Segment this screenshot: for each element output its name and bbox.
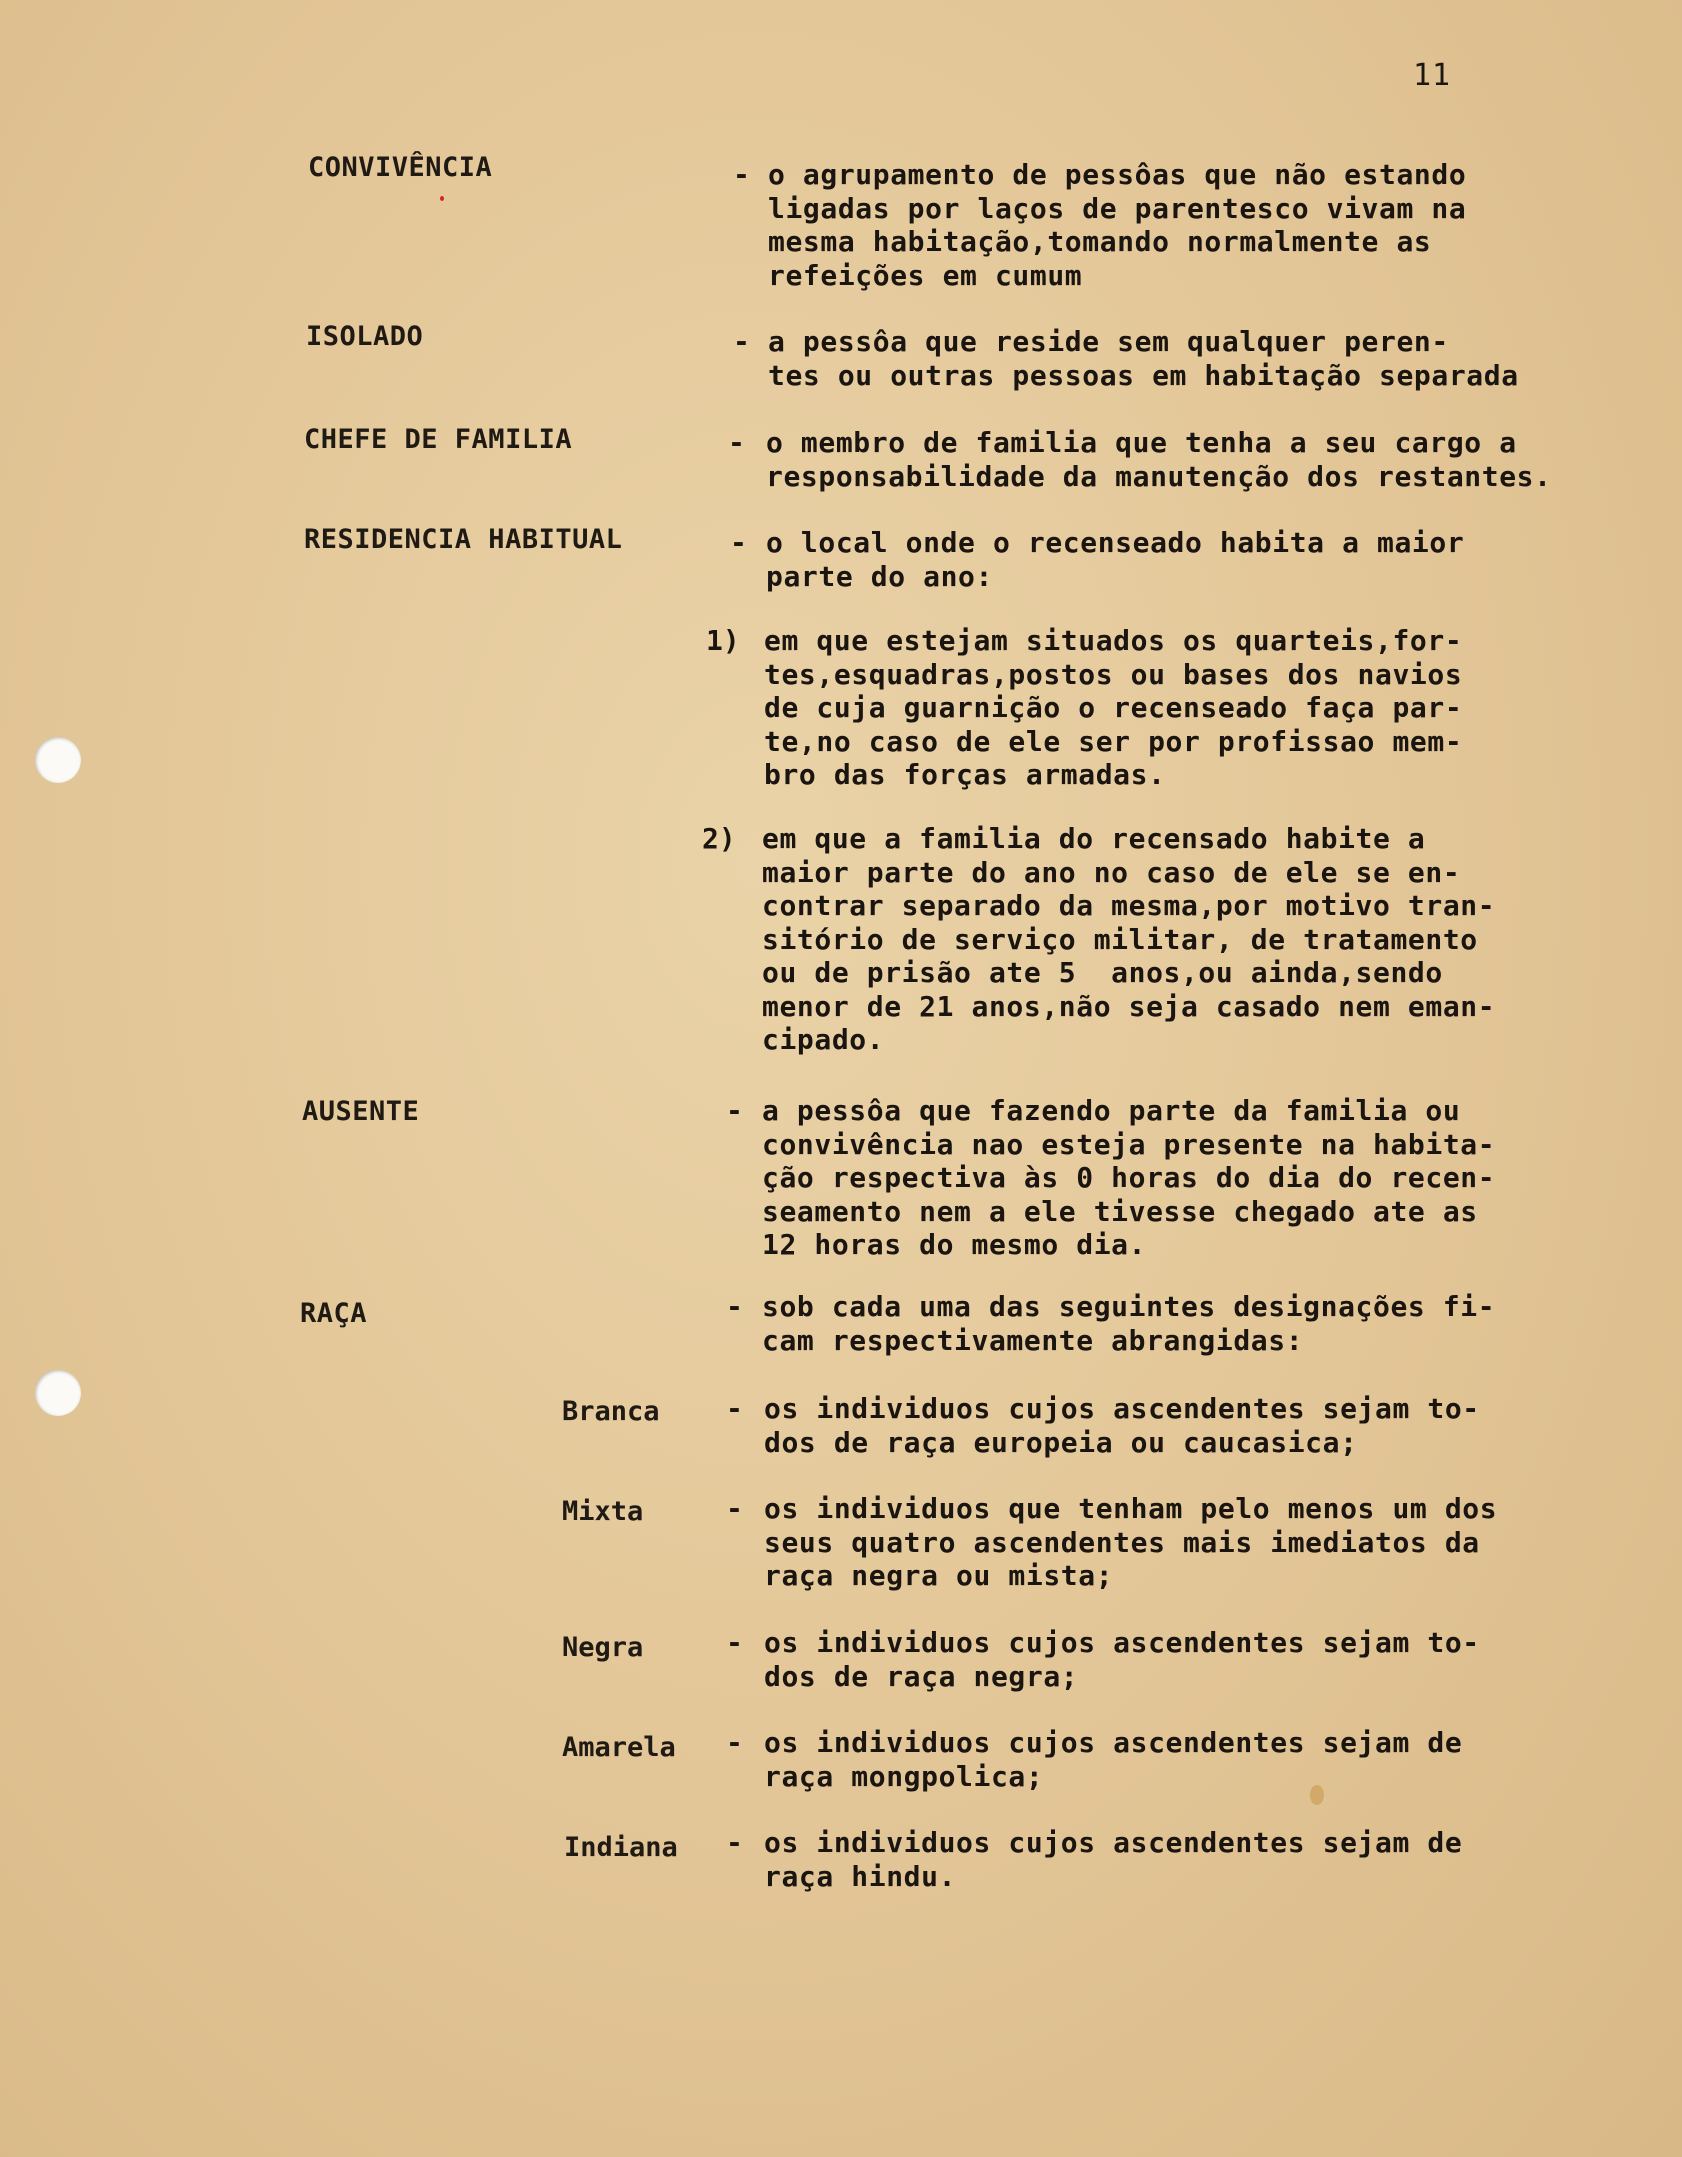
definition-chefe-de-familia: o membro de familia que tenha a seu cargo a responsabilidade da manutenção dos restantes. bbox=[766, 426, 1552, 493]
race-definition-indiana: os individuos cujos ascendentes sejam de raça hindu. bbox=[764, 1826, 1463, 1893]
entry-dash: - bbox=[726, 1290, 743, 1323]
entry-dash: - bbox=[728, 426, 745, 459]
term-ausente: AUSENTE bbox=[302, 1096, 420, 1127]
term-residencia-habitual: RESIDENCIA HABITUAL bbox=[304, 524, 623, 555]
entry-dash: - bbox=[726, 1826, 743, 1859]
definition-residencia-habitual: o local onde o recenseado habita a maior parte do ano: bbox=[766, 526, 1465, 593]
race-label-indiana: Indiana bbox=[564, 1832, 678, 1863]
term-isolado: ISOLADO bbox=[306, 321, 424, 352]
race-label-branca: Branca bbox=[562, 1396, 660, 1427]
race-label-amarela: Amarela bbox=[562, 1732, 676, 1763]
race-definition-branca: os individuos cujos ascendentes sejam to- dos de raça europeia ou caucasica; bbox=[764, 1392, 1480, 1459]
entry-dash: - bbox=[726, 1626, 743, 1659]
residence-item-2-text: em que a familia do recensado habite a maior parte do ano no caso de ele se en- contrar separado da mesma,por motivo tran- sitório de serviço militar, de tratamento ou de prisão ate 5 anos,ou ainda,sendo menor de 21 anos,não seja casado nem eman- cipado. bbox=[762, 822, 1496, 1056]
term-chefe-de-familia: CHEFE DE FAMILIA bbox=[304, 424, 573, 455]
definition-isolado: a pessôa que reside sem qualquer peren- tes ou outras pessoas em habitação separada bbox=[768, 325, 1519, 392]
race-definition-amarela: os individuos cujos ascendentes sejam de raça mongpolica; bbox=[764, 1726, 1463, 1793]
entry-dash: - bbox=[726, 1392, 743, 1425]
race-label-mixta: Mixta bbox=[562, 1496, 644, 1527]
race-definition-negra: os individuos cujos ascendentes sejam to- dos de raça negra; bbox=[764, 1626, 1480, 1693]
entry-dash: - bbox=[730, 526, 747, 559]
race-definition-mixta: os individuos que tenham pelo menos um dos seus quatro ascendentes mais imediatos da raça negra ou mista; bbox=[764, 1492, 1498, 1592]
punch-hole-top bbox=[35, 737, 81, 783]
red-ink-mark bbox=[440, 196, 444, 201]
entry-dash: - bbox=[726, 1094, 743, 1127]
entry-dash: - bbox=[726, 1492, 743, 1525]
definition-raca: sob cada uma das seguintes designações fi- cam respectivamente abrangidas: bbox=[762, 1290, 1496, 1357]
definition-ausente: a pessôa que fazendo parte da familia ou convivência nao esteja presente na habita- ção respectiva às 0 horas do dia do recen- seamento nem a ele tivesse chegado ate as 12 horas do mesmo dia. bbox=[762, 1094, 1496, 1261]
list-marker-1: 1) bbox=[706, 624, 740, 657]
term-convivencia: CONVIVÊNCIA bbox=[308, 152, 493, 183]
race-label-negra: Negra bbox=[562, 1632, 644, 1663]
page-number: 11 bbox=[1413, 58, 1452, 93]
term-raca: RAÇA bbox=[300, 1298, 368, 1329]
entry-dash: - bbox=[726, 1726, 743, 1759]
entry-dash: - bbox=[733, 325, 750, 358]
entry-dash: - bbox=[733, 158, 750, 191]
punch-hole-bottom bbox=[35, 1370, 81, 1416]
list-marker-2: 2) bbox=[702, 822, 736, 855]
definition-convivencia: o agrupamento de pessôas que não estando ligadas por laços de parentesco vivam na mesma habitação,tomando normalmente as refeições em cumum bbox=[768, 158, 1467, 292]
residence-item-1-text: em que estejam situados os quarteis,for- tes,esquadras,postos ou bases dos navios de cuja guarnição o recenseado faça par- te,no caso de ele ser por profissao mem- bro das forças armadas. bbox=[764, 624, 1463, 791]
